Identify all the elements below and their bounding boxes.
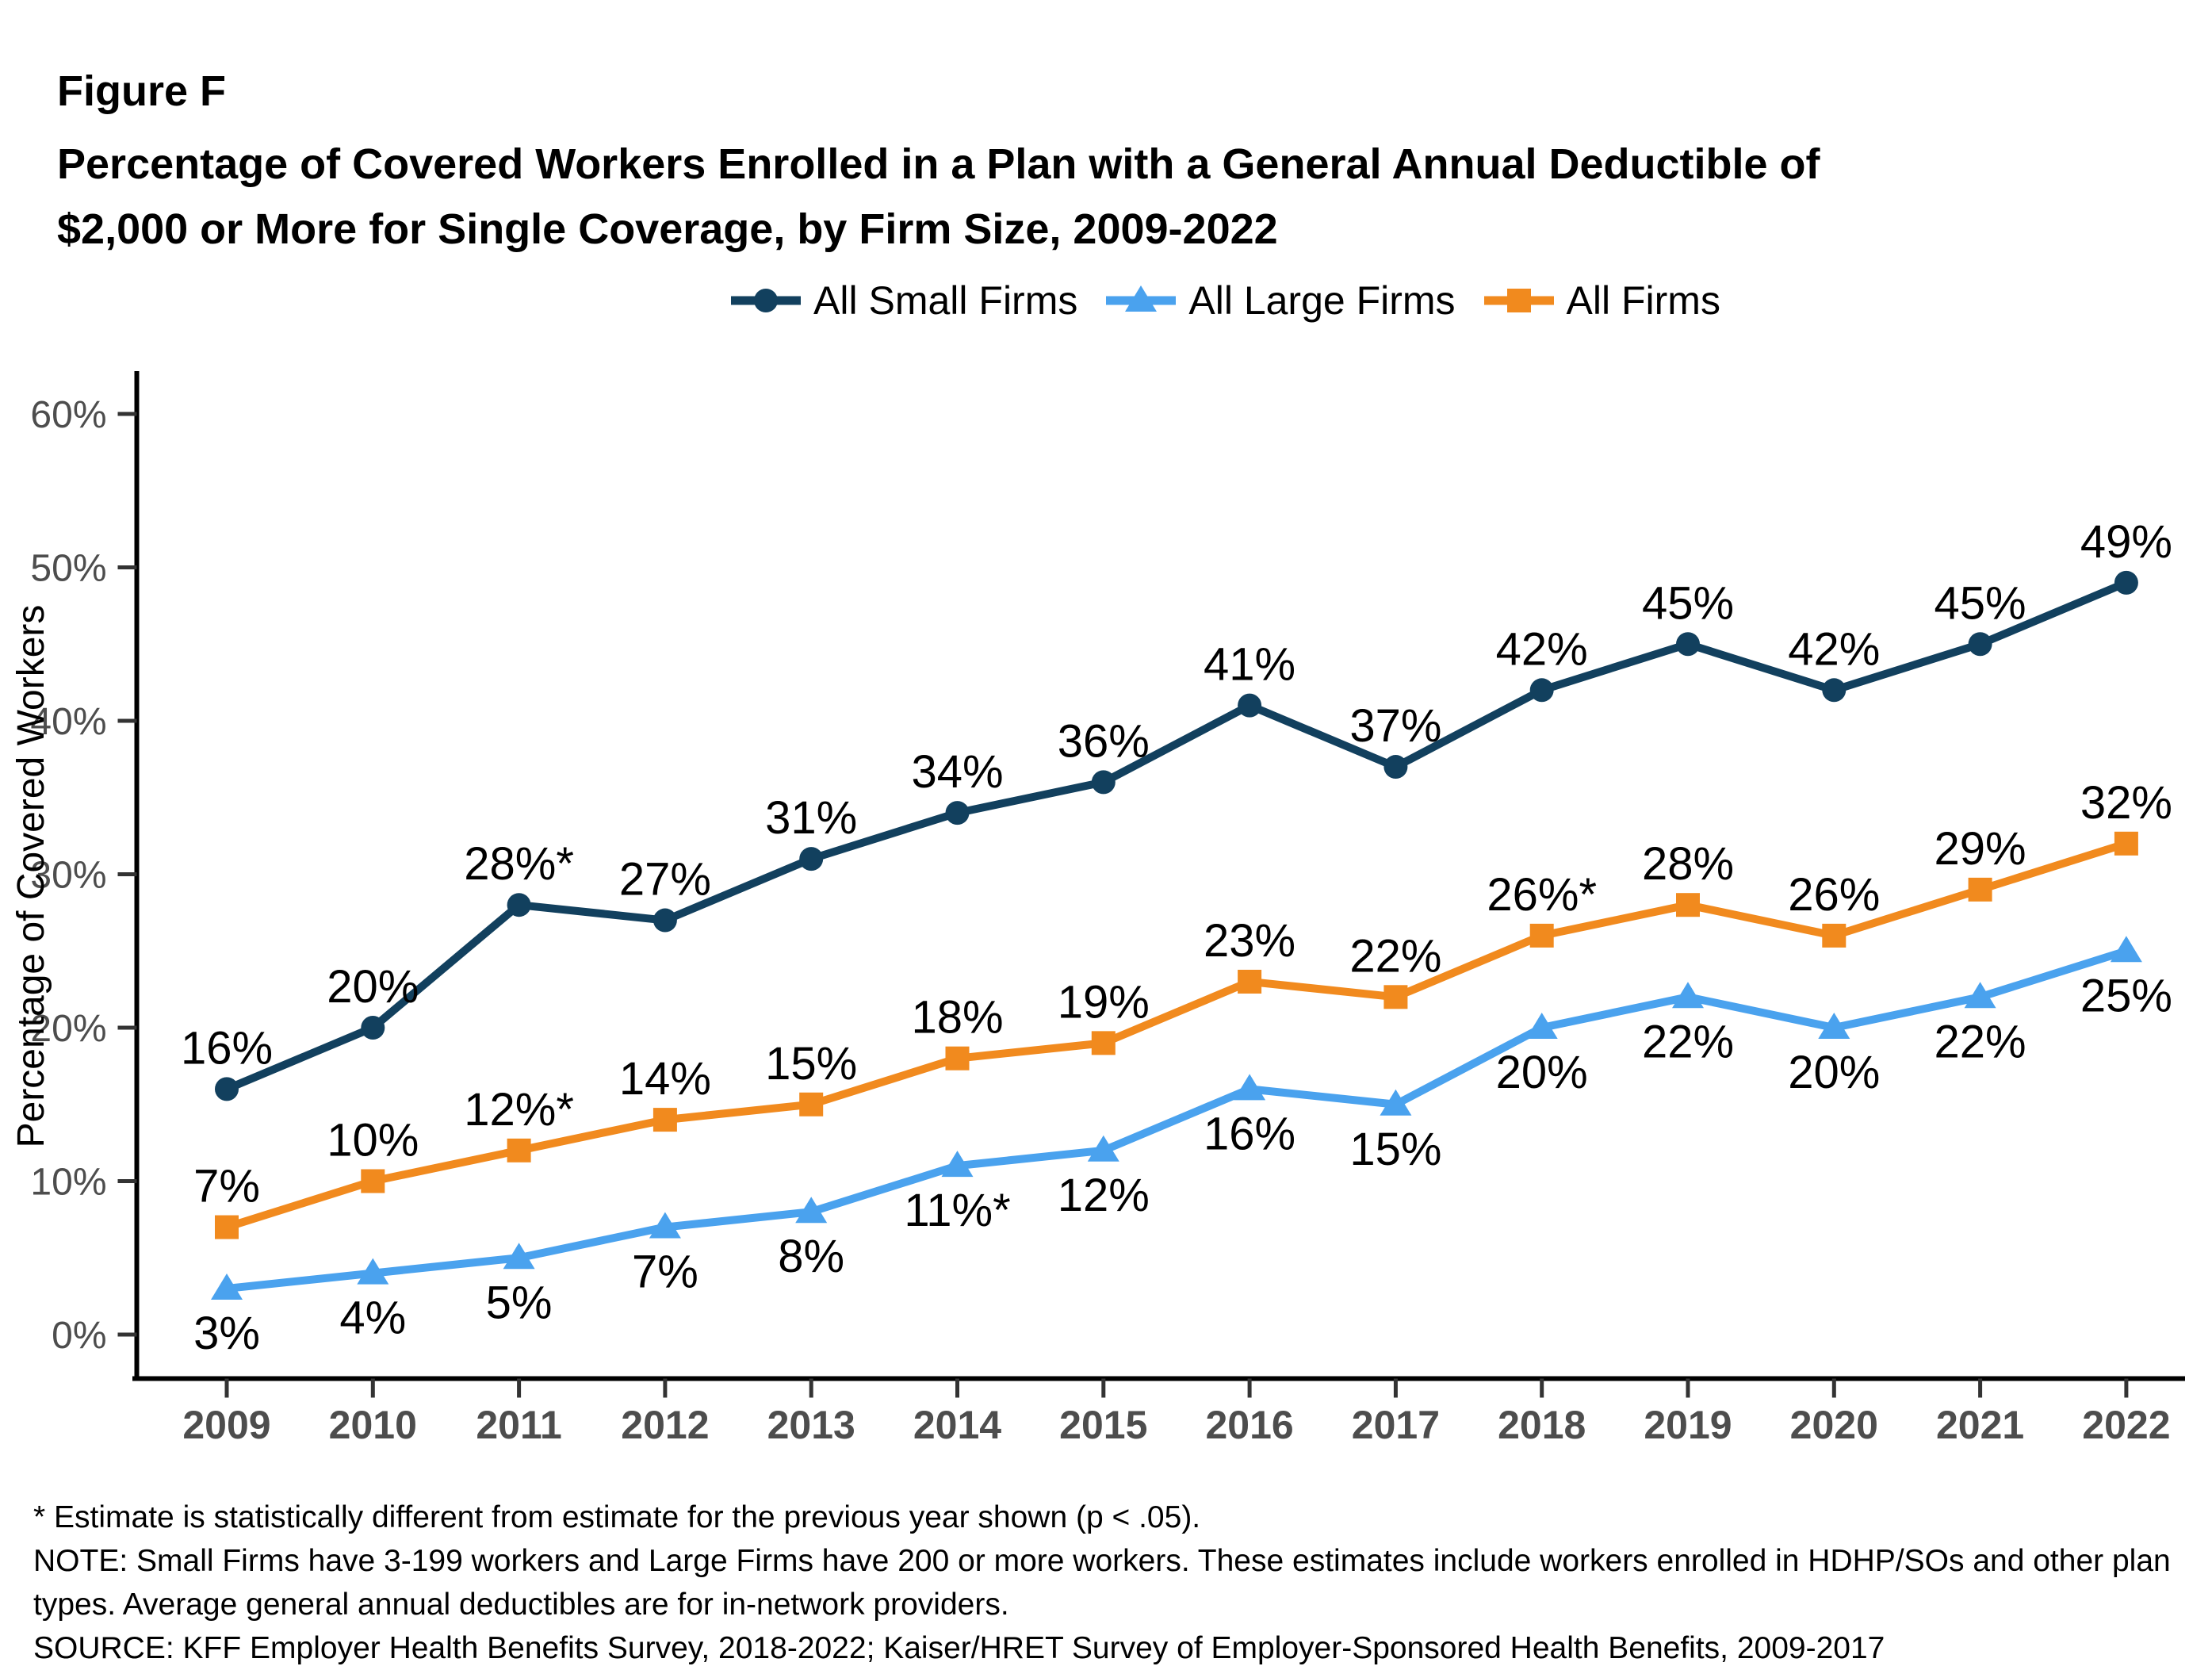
series-marker-all-firms (1092, 1031, 1116, 1055)
legend-label-all-small-firms: All Small Firms (813, 278, 1078, 323)
data-label-all-small-firms-2021: 45% (1934, 577, 2026, 630)
data-label-all-large-firms-2022: 25% (2080, 970, 2172, 1022)
series-marker-all-small-firms (1969, 632, 1992, 656)
series-marker-all-small-firms (1092, 770, 1116, 794)
y-tick-label: 20% (30, 1008, 107, 1050)
series-marker-all-small-firms (2114, 571, 2138, 595)
series-marker-all-small-firms (1530, 678, 1554, 702)
series-marker-all-firms (1238, 970, 1261, 994)
data-label-all-large-firms-2013: 8% (778, 1231, 845, 1283)
data-label-all-large-firms-2018: 20% (1495, 1047, 1588, 1098)
data-label-all-small-firms-2022: 49% (2080, 515, 2172, 568)
data-label-all-large-firms-2019: 22% (1641, 1016, 1735, 1068)
legend-label-all-firms: All Firms (1566, 278, 1720, 323)
data-label-all-large-firms-2012: 7% (631, 1246, 698, 1298)
x-tick-label-2009: 2009 (182, 1403, 271, 1447)
series-marker-all-small-firms (507, 893, 531, 917)
data-label-all-small-firms-2018: 42% (1495, 623, 1588, 676)
data-label-all-small-firms-2020: 42% (1788, 623, 1881, 676)
series-marker-all-small-firms (1676, 632, 1700, 656)
y-tick-label: 40% (30, 701, 107, 743)
y-tick-label: 0% (52, 1315, 107, 1357)
data-label-all-small-firms-2010: 20% (327, 961, 419, 1013)
data-label-all-firms-2020: 26% (1788, 868, 1881, 921)
figure-label: Figure F (57, 67, 226, 115)
data-label-all-firms-2022: 32% (2080, 776, 2172, 829)
footnote-significance: * Estimate is statistically different from estimate for the previous year shown (p < .05). (33, 1500, 1201, 1534)
data-label-all-small-firms-2014: 34% (911, 746, 1004, 799)
legend-label-all-large-firms: All Large Firms (1188, 278, 1456, 323)
footnotes (33, 1496, 2210, 1670)
series-marker-all-small-firms (361, 1016, 385, 1040)
data-label-all-large-firms-2021: 22% (1934, 1016, 2026, 1068)
data-label-all-large-firms-2015: 12% (1057, 1169, 1150, 1221)
x-tick-label-2013: 2013 (767, 1403, 855, 1447)
series-marker-all-small-firms (215, 1077, 239, 1101)
data-label-all-firms-2017: 22% (1349, 930, 1442, 982)
x-tick-label-2011: 2011 (476, 1403, 562, 1447)
data-label-all-large-firms-2017: 15% (1349, 1123, 1442, 1175)
series-marker-all-firms (507, 1139, 531, 1162)
series-marker-all-firms (799, 1093, 823, 1117)
x-tick-label-2014: 2014 (913, 1403, 1002, 1447)
series-marker-all-small-firms (653, 909, 677, 933)
x-tick-label-2019: 2019 (1644, 1403, 1732, 1447)
series-marker-all-firms (215, 1216, 239, 1239)
data-label-all-firms-2010: 10% (327, 1114, 419, 1166)
footnote-source: SOURCE: KFF Employer Health Benefits Survey, 2018-2022; Kaiser/HRET Survey of Employer-Sponsored Health Benefits, 2009-2017 (33, 1631, 1885, 1665)
data-label-all-small-firms-2017: 37% (1349, 700, 1442, 753)
y-tick-label: 10% (30, 1161, 107, 1204)
footnote-note: NOTE: Small Firms have 3-199 workers and Large Firms have 200 or more workers. These estimates include workers enrolled in HDHP/SOs and other plan types. Average general annual deductibles are for in-network providers. (33, 1544, 2171, 1622)
data-label-all-firms-2012: 14% (618, 1053, 711, 1105)
x-tick-label-2020: 2020 (1789, 1403, 1878, 1447)
series-marker-all-small-firms (1238, 694, 1261, 718)
series-marker-all-firms (1969, 878, 1992, 902)
x-tick-label-2012: 2012 (621, 1403, 710, 1447)
x-tick-label-2015: 2015 (1059, 1403, 1148, 1447)
figure-title-line1: Percentage of Covered Workers Enrolled in a Plan with a General Annual Deductible of (57, 140, 1820, 188)
data-label-all-large-firms-2011: 5% (485, 1277, 553, 1329)
data-label-all-firms-2015: 19% (1057, 976, 1150, 1028)
y-tick-label: 50% (30, 547, 107, 590)
series-marker-all-small-firms (946, 801, 970, 825)
x-tick-label-2022: 2022 (2082, 1403, 2171, 1447)
data-label-all-firms-2016: 23% (1204, 914, 1296, 967)
x-tick-label-2018: 2018 (1498, 1403, 1586, 1447)
data-label-all-large-firms-2020: 20% (1788, 1047, 1881, 1098)
data-label-all-firms-2011: 12%* (464, 1083, 574, 1136)
data-label-all-small-firms-2011: 28%* (464, 838, 574, 891)
x-tick-label-2010: 2010 (328, 1403, 417, 1447)
x-tick-label-2017: 2017 (1351, 1403, 1441, 1447)
series-marker-all-firms (653, 1108, 677, 1132)
data-label-all-small-firms-2015: 36% (1057, 715, 1150, 768)
data-label-all-firms-2014: 18% (911, 991, 1004, 1044)
series-marker-all-large-firms (1672, 982, 1704, 1008)
x-tick-label-2016: 2016 (1205, 1403, 1294, 1447)
y-tick-label: 60% (30, 394, 107, 436)
data-label-all-small-firms-2016: 41% (1204, 638, 1296, 691)
series-marker-all-firms (946, 1047, 970, 1071)
data-label-all-firms-2019: 28% (1641, 838, 1735, 891)
x-tick-label-2021: 2021 (1935, 1403, 2025, 1447)
data-label-all-small-firms-2013: 31% (765, 792, 858, 845)
data-label-all-large-firms-2016: 16% (1204, 1108, 1296, 1160)
series-marker-all-firms (1822, 924, 1846, 948)
data-label-all-firms-2009: 7% (193, 1160, 260, 1212)
series-marker-all-small-firms (1383, 755, 1407, 779)
data-label-all-small-firms-2019: 45% (1641, 577, 1735, 630)
figure-title-line2: $2,000 or More for Single Coverage, by Firm Size, 2009-2022 (57, 205, 1278, 253)
y-axis-title: Percentage of Covered Workers (10, 604, 52, 1148)
data-label-all-firms-2018: 26%* (1487, 868, 1598, 921)
series-marker-all-small-firms (799, 847, 823, 871)
series-marker-all-firms (1530, 924, 1554, 948)
data-label-all-large-firms-2009: 3% (193, 1307, 260, 1359)
data-label-all-large-firms-2010: 4% (339, 1292, 407, 1344)
series-marker-all-large-firms (2111, 936, 2142, 962)
data-label-all-small-firms-2009: 16% (180, 1022, 274, 1074)
series-marker-all-firms (361, 1170, 385, 1193)
series-marker-all-firms (2114, 832, 2138, 856)
data-label-all-large-firms-2014: 11%* (904, 1185, 1011, 1237)
data-label-all-firms-2013: 15% (765, 1037, 858, 1090)
series-marker-all-small-firms (1822, 678, 1846, 702)
y-tick-label: 30% (30, 854, 107, 897)
series-marker-all-firms (1676, 893, 1700, 917)
data-label-all-small-firms-2012: 27% (618, 853, 711, 906)
series-marker-all-firms (1383, 985, 1407, 1009)
data-label-all-firms-2021: 29% (1934, 822, 2026, 875)
